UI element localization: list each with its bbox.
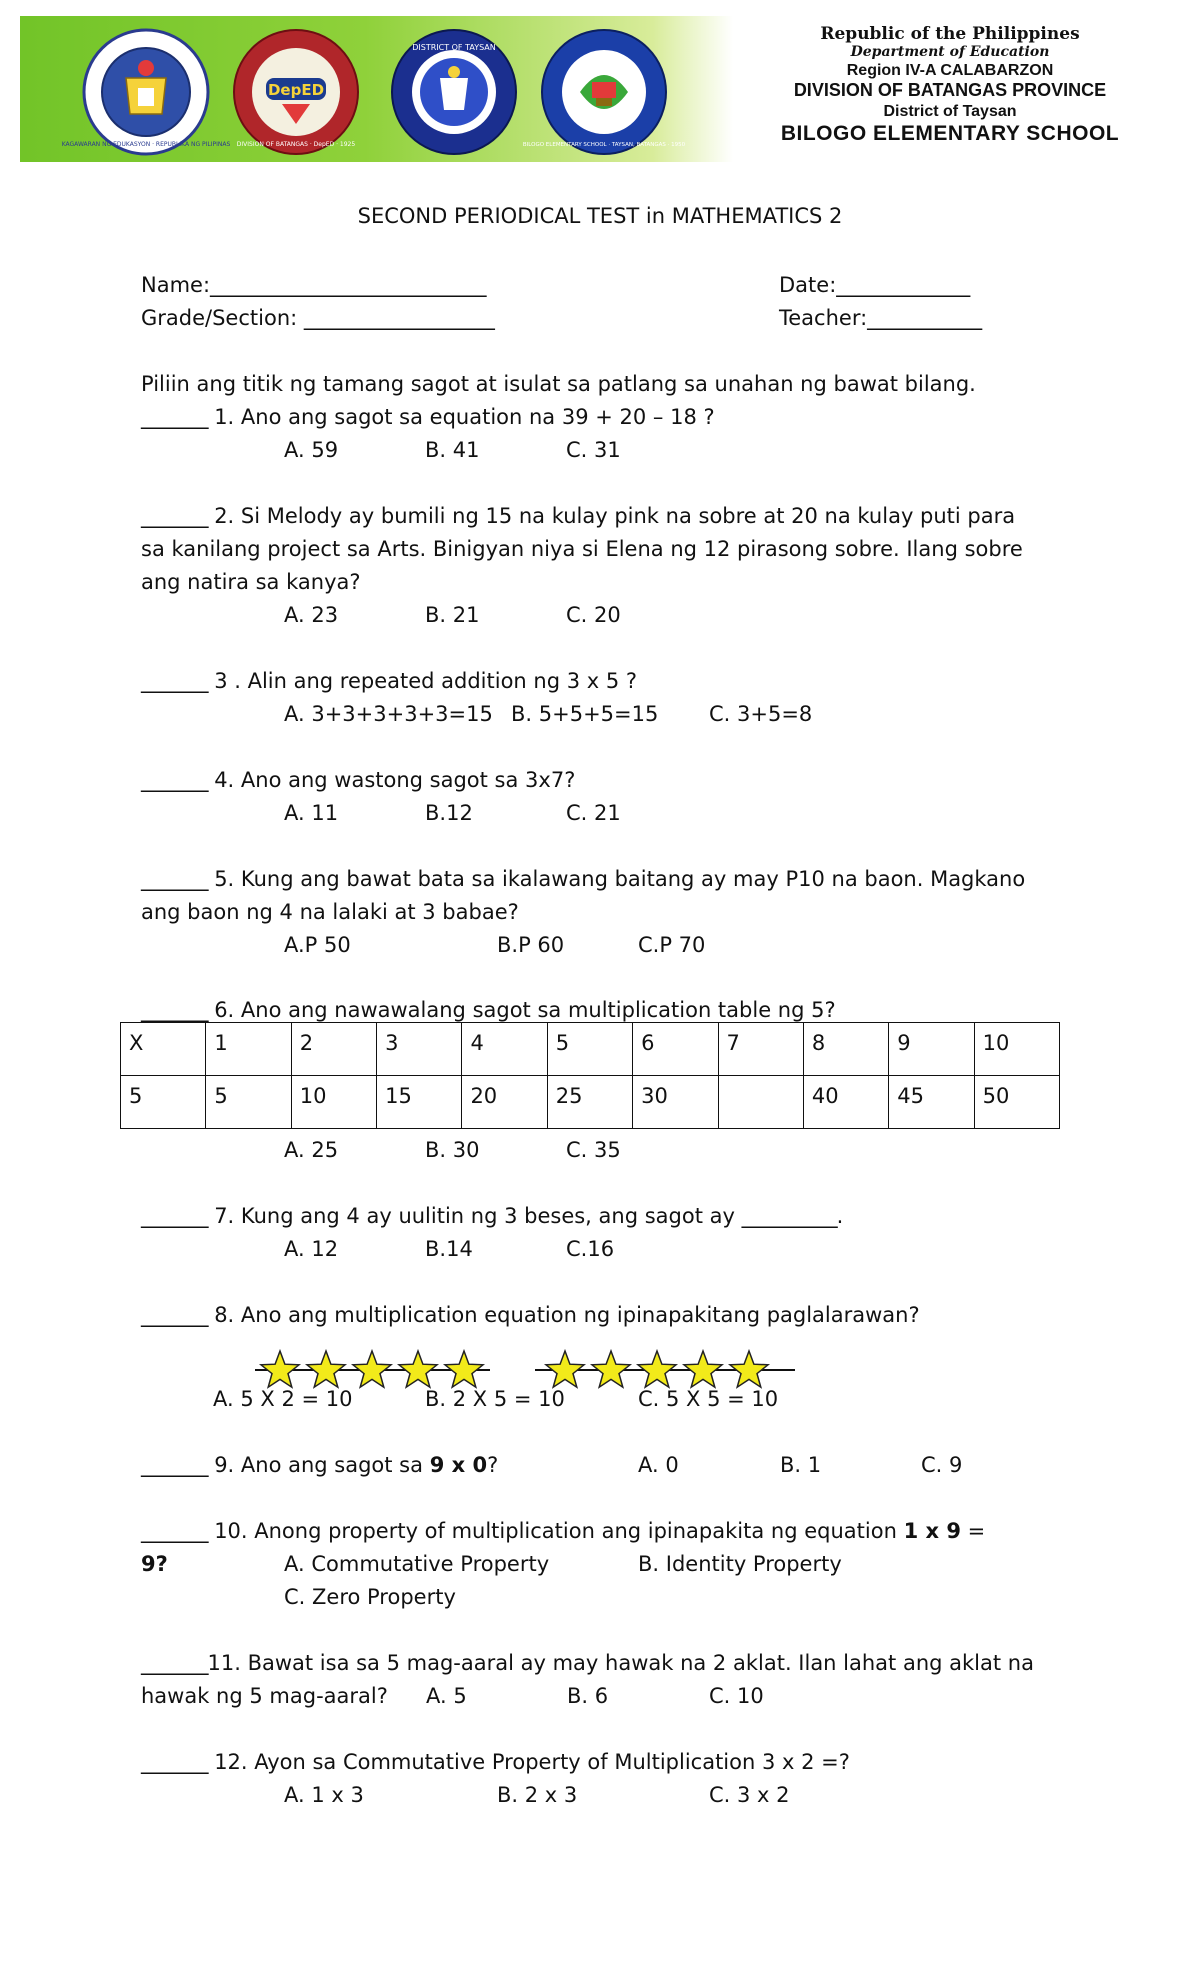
- logo3-caption: DISTRICT OF TAYSAN: [412, 43, 496, 52]
- q6-choice-a: A. 25: [284, 1138, 339, 1162]
- date-label: Date:______________: [779, 273, 970, 297]
- header-banner: [20, 16, 1170, 162]
- table-cell: 2: [291, 1023, 376, 1076]
- q4-choice-b: B.12: [425, 801, 473, 825]
- question-3: _______ 3 . Alin ang repeated addition ng 3 x 5 ?: [141, 669, 638, 693]
- question-11-line2: hawak ng 5 mag-aaral?: [141, 1684, 388, 1708]
- q9-choice-a: A. 0: [638, 1453, 679, 1477]
- q4-choice-c: C. 21: [566, 801, 621, 825]
- table-cell: 9: [889, 1023, 974, 1076]
- question-12: _______ 12. Ayon sa Commutative Property of Multiplication 3 x 2 =?: [141, 1750, 850, 1774]
- table-cell: 50: [974, 1076, 1059, 1129]
- question-11: _______11. Bawat isa sa 5 mag-aaral ay may hawak na 2 aklat. Ilan lahat ang aklat na: [141, 1651, 1034, 1675]
- star-icon: [638, 1351, 676, 1387]
- grade-label: Grade/Section: ____________________: [141, 306, 494, 330]
- logo1-caption: KAGAWARAN NG EDUKASYON · REPUBLIKA NG PILIPINAS: [61, 141, 231, 148]
- q11-choice-a: A. 5: [426, 1684, 467, 1708]
- header-division: DIVISION OF BATANGAS PROVINCE: [793, 80, 1107, 101]
- question-4: _______ 4. Ano ang wastong sagot sa 3x7?: [141, 768, 576, 792]
- logo4-caption: BILOGO ELEMENTARY SCHOOL · TAYSAN, BATANGAS · 1950: [522, 142, 686, 148]
- q6-choice-c: C. 35: [566, 1138, 621, 1162]
- q10-choice-b: B. Identity Property: [638, 1552, 842, 1576]
- table-cell: 3: [377, 1023, 462, 1076]
- q3-choice-b: B. 5+5+5=15: [511, 702, 659, 726]
- q3-choice-a: A. 3+3+3+3+3=15: [284, 702, 493, 726]
- q11-choice-c: C. 10: [709, 1684, 764, 1708]
- table-cell: 15: [377, 1076, 462, 1129]
- q7-choice-a: A. 12: [284, 1237, 339, 1261]
- table-cell-missing: [718, 1076, 803, 1129]
- question-5-line2: ang baon ng 4 na lalaki at 3 babae?: [141, 900, 519, 924]
- table-cell: X: [121, 1023, 206, 1076]
- header-republic: Republic of the Philippines: [820, 24, 1080, 44]
- header-text-block: [760, 24, 1140, 146]
- q2-choice-b: B. 21: [425, 603, 480, 627]
- q1-choice-a: A. 59: [284, 438, 339, 462]
- teacher-label: Teacher:____________: [779, 306, 982, 330]
- question-2-line3: ang natira sa kanya?: [141, 570, 361, 594]
- star-icon: [546, 1351, 584, 1387]
- q7-choice-b: B.14: [425, 1237, 473, 1261]
- q8-choice-a: A. 5 X 2 = 10: [213, 1387, 353, 1411]
- q9-choice-c: C. 9: [921, 1453, 963, 1477]
- q5-choice-a: A.P 50: [284, 933, 351, 957]
- stars-illustration: [250, 1350, 800, 1390]
- table-row: [121, 1076, 1060, 1129]
- q4-choice-a: A. 11: [284, 801, 339, 825]
- header-district: District of Taysan: [883, 102, 1017, 120]
- question-5: _______ 5. Kung ang bawat bata sa ikalawang baitang ay may P10 na baon. Magkano: [141, 867, 1026, 891]
- table-cell: 8: [803, 1023, 888, 1076]
- question-8: _______ 8. Ano ang multiplication equation ng ipinapakitang paglalarawan?: [141, 1303, 920, 1327]
- q1-choice-c: C. 31: [566, 438, 621, 462]
- star-group: [261, 1351, 768, 1387]
- question-6: _______ 6. Ano ang nawawalang sagot sa multiplication table ng 5?: [141, 998, 836, 1022]
- question-2-line2: sa kanilang project sa Arts. Binigyan niya si Elena ng 12 pirasong sobre. Ilang sobre: [141, 537, 1023, 561]
- q3-choice-c: C. 3+5=8: [709, 702, 813, 726]
- question-10: _______ 10. Anong property of multiplication ang ipinapakita ng equation 1 x 9 =: [141, 1519, 986, 1543]
- district-taysan-logo: [390, 28, 518, 156]
- question-7: _______ 7. Kung ang 4 ay uulitin ng 3 beses, ang sagot ay __________.: [141, 1204, 843, 1228]
- table-cell: 4: [462, 1023, 547, 1076]
- q12-choice-a: A. 1 x 3: [284, 1783, 364, 1807]
- table-cell: 10: [291, 1076, 376, 1129]
- header-school: BILOGO ELEMENTARY SCHOOL: [780, 122, 1120, 146]
- q12-choice-b: B. 2 x 3: [497, 1783, 578, 1807]
- star-icon: [592, 1351, 630, 1387]
- star-icon: [730, 1351, 768, 1387]
- table-cell: 20: [462, 1076, 547, 1129]
- q2-choice-c: C. 20: [566, 603, 621, 627]
- question-10-answer: 9?: [141, 1552, 168, 1576]
- division-batangas-logo: [232, 28, 360, 156]
- page-title: SECOND PERIODICAL TEST in MATHEMATICS 2: [357, 204, 843, 228]
- q7-choice-c: C.16: [566, 1237, 615, 1261]
- multiplication-table: [120, 1022, 1060, 1129]
- table-cell: 10: [974, 1023, 1059, 1076]
- star-icon: [353, 1351, 391, 1387]
- bilogo-school-logo: [522, 28, 686, 156]
- q8-choice-c: C. 5 X 5 = 10: [638, 1387, 779, 1411]
- question-9: _______ 9. Ano ang sagot sa 9 x 0?: [141, 1453, 499, 1477]
- q6-choice-b: B. 30: [425, 1138, 480, 1162]
- logo2-caption: DIVISION OF BATANGAS · DepED · 1925: [236, 141, 356, 148]
- star-icon: [399, 1351, 437, 1387]
- star-icon: [261, 1351, 299, 1387]
- star-icon: [307, 1351, 345, 1387]
- header-region: Region IV-A CALABARZON: [846, 62, 1054, 80]
- deped-seal-logo: [61, 28, 231, 156]
- q8-choice-b: B. 2 X 5 = 10: [425, 1387, 565, 1411]
- instructions: Piliin ang titik ng tamang sagot at isulat sa patlang sa unahan ng bawat bilang.: [141, 372, 976, 396]
- q2-choice-a: A. 23: [284, 603, 339, 627]
- star-icon: [684, 1351, 722, 1387]
- star-icon: [445, 1351, 483, 1387]
- q5-choice-c: C.P 70: [638, 933, 706, 957]
- table-cell: 7: [718, 1023, 803, 1076]
- q10-choice-a: A. Commutative Property: [284, 1552, 550, 1576]
- table-cell: 5: [121, 1076, 206, 1129]
- table-cell: 25: [547, 1076, 632, 1129]
- question-2: _______ 2. Si Melody ay bumili ng 15 na kulay pink na sobre at 20 na kulay puti para: [141, 504, 1016, 528]
- table-row: [121, 1023, 1060, 1076]
- table-cell: 6: [633, 1023, 718, 1076]
- q10-choice-c: C. Zero Property: [284, 1585, 456, 1609]
- q9-choice-b: B. 1: [780, 1453, 822, 1477]
- header-department: Department of Education: [850, 44, 1050, 61]
- table-cell: 5: [547, 1023, 632, 1076]
- question-1: _______ 1. Ano ang sagot sa equation na 39 + 20 – 18 ?: [141, 405, 715, 429]
- table-cell: 5: [206, 1076, 291, 1129]
- q1-choice-b: B. 41: [425, 438, 480, 462]
- q11-choice-b: B. 6: [567, 1684, 609, 1708]
- table-cell: 1: [206, 1023, 291, 1076]
- name-label: Name:_____________________________: [141, 273, 486, 297]
- svg-text:DepED: DepED: [267, 81, 325, 99]
- q5-choice-b: B.P 60: [497, 933, 565, 957]
- table-cell: 30: [633, 1076, 718, 1129]
- table-cell: 40: [803, 1076, 888, 1129]
- table-cell: 45: [889, 1076, 974, 1129]
- q12-choice-c: C. 3 x 2: [709, 1783, 790, 1807]
